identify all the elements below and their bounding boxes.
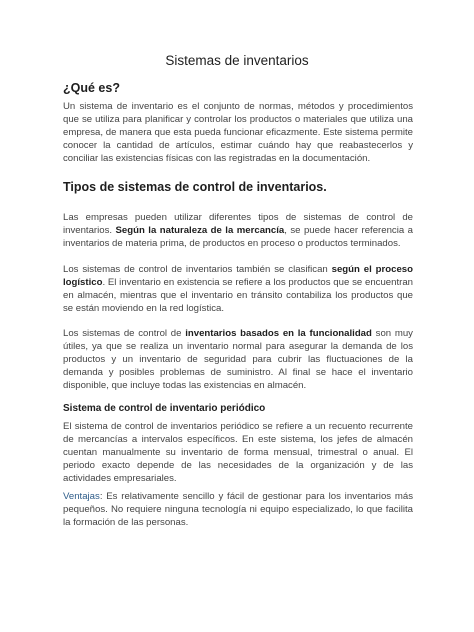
document-title: Sistemas de inventarios	[165, 53, 309, 68]
bold-phrase: inventarios basados en la funcionalidad	[185, 328, 372, 339]
bold-phrase: Según la naturaleza de la mercancía	[115, 224, 285, 236]
paragraph-functionality: Los sistemas de control de inventarios basados en la funcionalidad son muy útiles, ya que se realiza un inventario normal para asegurar la demanda de los productos y un inventario de seguridad para cubrir las fluctuaciones de la demanda y posibles problemas de suministro. Al final se hace el inventario disponible, que incluye todas las existencias en almacén.	[63, 328, 413, 391]
advantages-label: Ventajas	[63, 491, 100, 502]
paragraph-logistic-process: Los sistemas de control de inventarios también se clasifican según el proceso logístico. El inventario en existencia se refiere a los productos que se encuentran en almacén, mientras que el inventario en tránsito contabiliza los productos que se están moviendo en la red logística.	[63, 264, 414, 314]
heading-what-is: ¿Qué es?	[63, 81, 120, 95]
paragraph-periodic: El sistema de control de inventarios periódico se refiere a un recuento recurrente de mercancías a intervalos específicos. En este sistema, los jefes de almacén cuentan manualmente su inventario de forma mensual, trimestral o anual. El periodo exacto depende de las necesidades de la organización y de las actividades empresariales.	[63, 421, 413, 484]
bold-phrase: según el proceso logístico	[63, 264, 414, 288]
heading-types: Tipos de sistemas de control de inventarios.	[63, 180, 327, 194]
heading-periodic-system: Sistema de control de inventario periódico	[63, 403, 266, 414]
paragraph-types-nature: Las empresas pueden utilizar diferentes tipos de sistemas de control de inventarios. Según la naturaleza de la mercancía, se puede hacer referencia a inventarios de materia prima, de productos en proceso o productos terminados.	[63, 212, 413, 249]
paragraph-definition: Un sistema de inventario es el conjunto de normas, métodos y procedimientos que se utiliza para planificar y controlar los productos o materiales que utiliza una empresa, de manera que esta pueda funcionar eficazmente. Este sistema permite conocer la cantidad de artículos, estimar cuándo hay que reabastecerlos y conciliar las existencias físicas con las registradas en la documentación.	[63, 101, 413, 164]
paragraph-advantages: Ventajas: Es relativamente sencillo y fácil de gestionar para los inventarios más pequeños. No requiere ninguna tecnología ni equipo especializado, lo que facilita la formación de las personas.	[63, 491, 413, 528]
